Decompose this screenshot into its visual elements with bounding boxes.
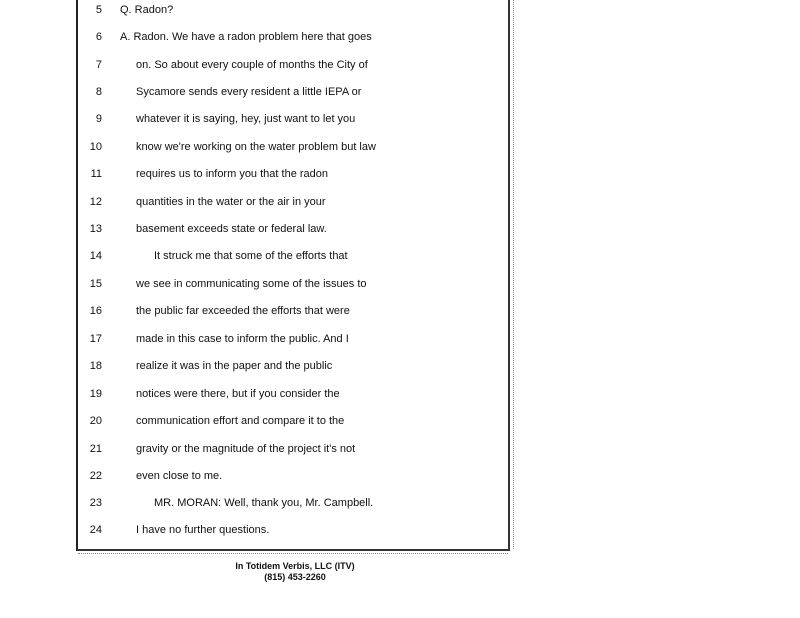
line-number: 20 — [89, 415, 102, 427]
line-number: 13 — [89, 223, 102, 235]
line-text: even close to me. — [136, 470, 223, 482]
transcript-line — [78, 329, 508, 349]
transcript-line — [78, 466, 508, 486]
transcript-line — [78, 493, 508, 513]
line-text: Sycamore sends every resident a little IEPA or — [136, 86, 362, 98]
line-text: whatever it is saying, hey, just want to let you — [136, 113, 356, 125]
line-text: made in this case to inform the public. And I — [136, 333, 349, 345]
line-text: requires us to inform you that the radon — [136, 168, 328, 180]
transcript-line — [78, 246, 508, 266]
transcript-line — [78, 82, 508, 102]
line-number: 9 — [95, 113, 102, 125]
line-text: communication effort and compare it to the — [136, 415, 345, 427]
line-number: 24 — [89, 524, 102, 536]
footer-phone: (815) 453-2260 — [264, 572, 326, 582]
line-text: gravity or the magnitude of the project it's not — [136, 443, 356, 455]
transcript-page — [76, 0, 510, 551]
transcript-line — [78, 219, 508, 239]
line-number: 16 — [89, 305, 102, 317]
line-text: know we're working on the water problem but law — [136, 141, 376, 153]
line-number: 10 — [89, 141, 102, 153]
transcript-line — [78, 164, 508, 184]
footer-company: In Totidem Verbis, LLC (ITV) — [235, 561, 355, 571]
line-text: I have no further questions. — [136, 524, 270, 536]
line-text: A. Radon. We have a radon problem here that goes — [120, 31, 372, 43]
line-text: we see in communicating some of the issues to — [136, 278, 367, 290]
line-number: 19 — [89, 388, 102, 400]
line-text: realize it was in the paper and the public — [136, 360, 333, 372]
transcript-line — [78, 356, 508, 376]
line-number: 17 — [89, 333, 102, 345]
transcript-line — [78, 520, 508, 540]
transcript-line — [78, 192, 508, 212]
line-text: It struck me that some of the efforts that — [154, 250, 348, 262]
line-number: 7 — [95, 59, 102, 71]
line-number: 6 — [95, 31, 102, 43]
line-text: quantities in the water or the air in your — [136, 196, 326, 208]
line-number: 18 — [89, 360, 102, 372]
transcript-line — [78, 411, 508, 431]
line-number: 15 — [89, 278, 102, 290]
line-number: 23 — [89, 497, 102, 509]
transcript-line — [78, 137, 508, 157]
transcript-line — [78, 0, 508, 20]
line-text: on. So about every couple of months the City of — [136, 59, 368, 71]
transcript-line — [78, 274, 508, 294]
line-number: 22 — [89, 470, 102, 482]
transcript-line — [78, 301, 508, 321]
transcript-line — [78, 109, 508, 129]
line-number: 14 — [89, 250, 102, 262]
transcript-line — [78, 27, 508, 47]
line-text: the public far exceeded the efforts that were — [136, 305, 350, 317]
footer — [200, 561, 390, 583]
line-text: Q. Radon? — [120, 4, 174, 16]
transcript-line — [78, 55, 508, 75]
line-number: 21 — [89, 443, 102, 455]
line-number: 11 — [90, 168, 102, 180]
transcript-line — [78, 384, 508, 404]
line-text: notices were there, but if you consider the — [136, 388, 340, 400]
line-text: basement exceeds state or federal law. — [136, 223, 327, 235]
line-number: 8 — [95, 86, 102, 98]
line-number: 5 — [95, 4, 102, 16]
transcript-line — [78, 439, 508, 459]
line-text: MR. MORAN: Well, thank you, Mr. Campbell. — [154, 497, 374, 509]
line-number: 12 — [89, 196, 102, 208]
